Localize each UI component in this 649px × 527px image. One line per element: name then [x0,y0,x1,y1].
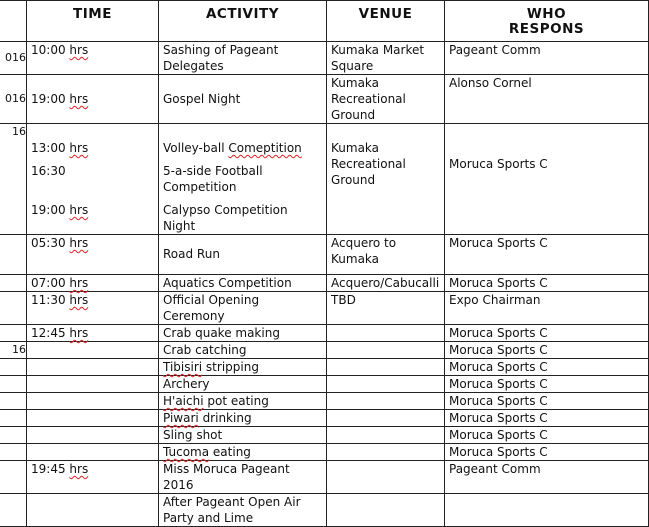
time-cell [27,235,159,275]
activity-cell: Sashing of Pageant Delegates [159,42,327,75]
activity-entry: Calypso Competition Night [163,203,288,233]
time-cell [27,393,159,410]
date-cell [0,359,27,376]
header-date [0,1,27,42]
date-cell [0,410,27,427]
time-value: 10:00 [31,43,66,57]
venue-cell [327,410,445,427]
who-cell: Moruca Sports C [445,410,649,427]
table-row [0,393,649,410]
who-text: Moruca Sports C [449,157,548,171]
header-activity: ACTIVITY [159,1,327,42]
who-cell: Moruca Sports C [445,444,649,461]
date-cell [0,275,27,292]
who-cell: Moruca Sports C [445,359,649,376]
activity-cell: H'aichi pot eating [159,393,327,410]
date-cell [0,393,27,410]
activity-cell: Crab catching [159,342,327,359]
who-cell: Moruca Sports C [445,325,649,342]
who-cell: Moruca Sports C [445,275,649,292]
activity-cell: Aquatics Competition [159,275,327,292]
table-row [0,235,649,275]
venue-cell: TBD [327,292,445,325]
who-cell: Moruca Sports C [445,427,649,444]
time-value: 13:00 [31,141,66,155]
activity-cell: Tibisiri stripping [159,359,327,376]
venue-cell: Acquero/Cabucalli [327,275,445,292]
venue-cell [327,393,445,410]
time-unit: hrs [69,92,89,106]
time-cell: 19:45 hrs [27,461,159,494]
header-time: TIME [27,1,159,42]
activity-cell: Archery [159,376,327,393]
who-cell [445,494,649,527]
date-cell [0,461,27,494]
time-cell [27,410,159,427]
date-cell [0,427,27,444]
time-cell [27,42,159,75]
venue-cell: Kumaka Market Square [327,42,445,75]
who-cell: Pageant Comm [445,42,649,75]
who-cell: Moruca Sports C [445,235,649,275]
venue-cell: Acquero to Kumaka [327,235,445,275]
date-cell: 016 [0,42,27,75]
header-who-line2: RESPONS [508,21,585,37]
time-cell [27,75,159,124]
who-cell: Moruca Sports C [445,393,649,410]
table-row [0,444,649,461]
venue-text: Kumaka Recreational Ground [331,141,406,187]
who-cell: Alonso Cornel [445,75,649,124]
date-cell [0,376,27,393]
time-entry [31,202,154,218]
header-who [445,1,649,42]
activity-cell: Gospel Night [159,75,327,124]
date-cell [0,444,27,461]
venue-cell [327,427,445,444]
table-row [0,376,649,393]
time-unit: hrs [69,43,89,57]
time-cell [27,124,159,235]
time-cell [27,427,159,444]
date-cell: 16 [0,124,27,235]
time-cell: 07:00 hrs [27,275,159,292]
time-unit: hrs [69,141,89,155]
date-cell [0,292,27,325]
activity-cell: Tucoma eating [159,444,327,461]
venue-cell [327,376,445,393]
table-row [0,461,649,494]
table-row [0,427,649,444]
who-cell: Moruca Sports C [445,376,649,393]
activity-cell: Crab quake making [159,325,327,342]
time-cell [27,444,159,461]
time-value: 19:00 [31,92,66,106]
date-cell: 016 [0,75,27,124]
time-value: 05:30 [31,236,66,250]
table-row [0,292,649,325]
table-row [0,494,649,527]
venue-cell [327,342,445,359]
table-row [0,325,649,342]
activity-cell: Piwari drinking [159,410,327,427]
time-cell: 11:30 hrs [27,292,159,325]
activity-cell [159,235,327,275]
venue-cell [327,461,445,494]
who-cell: Moruca Sports C [445,342,649,359]
table-row [0,410,649,427]
activity-entry: 5-a-side Football Competition [163,164,263,194]
date-cell [0,235,27,275]
table-row [0,75,649,124]
who-cell: Pageant Comm [445,461,649,494]
venue-cell [327,124,445,235]
who-cell [445,124,649,235]
date-cell [0,325,27,342]
who-cell: Expo Chairman [445,292,649,325]
time-unit: hrs [69,203,89,217]
table-row [0,359,649,376]
table-row [0,342,649,359]
time-entry: 16:30 [31,164,66,178]
venue-cell [327,494,445,527]
activity-text: Road Run [163,247,220,261]
header-row [0,1,649,42]
time-cell [27,359,159,376]
venue-cell [327,444,445,461]
table-row [0,124,649,235]
venue-cell: Kumaka Recreational Ground [327,75,445,124]
activity-cell: After Pageant Open Air Party and Lime [159,494,327,527]
activity-cell [159,124,327,235]
time-value: 19:00 [31,203,66,217]
date-cell: 16 [0,342,27,359]
activity-entry: Volley-ball Comeptition [163,141,302,155]
time-cell [27,376,159,393]
time-entry [31,140,154,156]
header-who-line1: WHO [526,6,567,22]
time-cell [27,342,159,359]
activity-cell: Miss Moruca Pageant 2016 [159,461,327,494]
time-unit: hrs [69,236,89,250]
activity-cell: Official Opening Ceremony [159,292,327,325]
venue-cell [327,325,445,342]
time-cell: 12:45 hrs [27,325,159,342]
header-venue: VENUE [327,1,445,42]
table-row [0,42,649,75]
table-row [0,275,649,292]
date-cell [0,494,27,527]
venue-cell [327,359,445,376]
activity-cell: Sling shot [159,427,327,444]
time-cell [27,494,159,527]
